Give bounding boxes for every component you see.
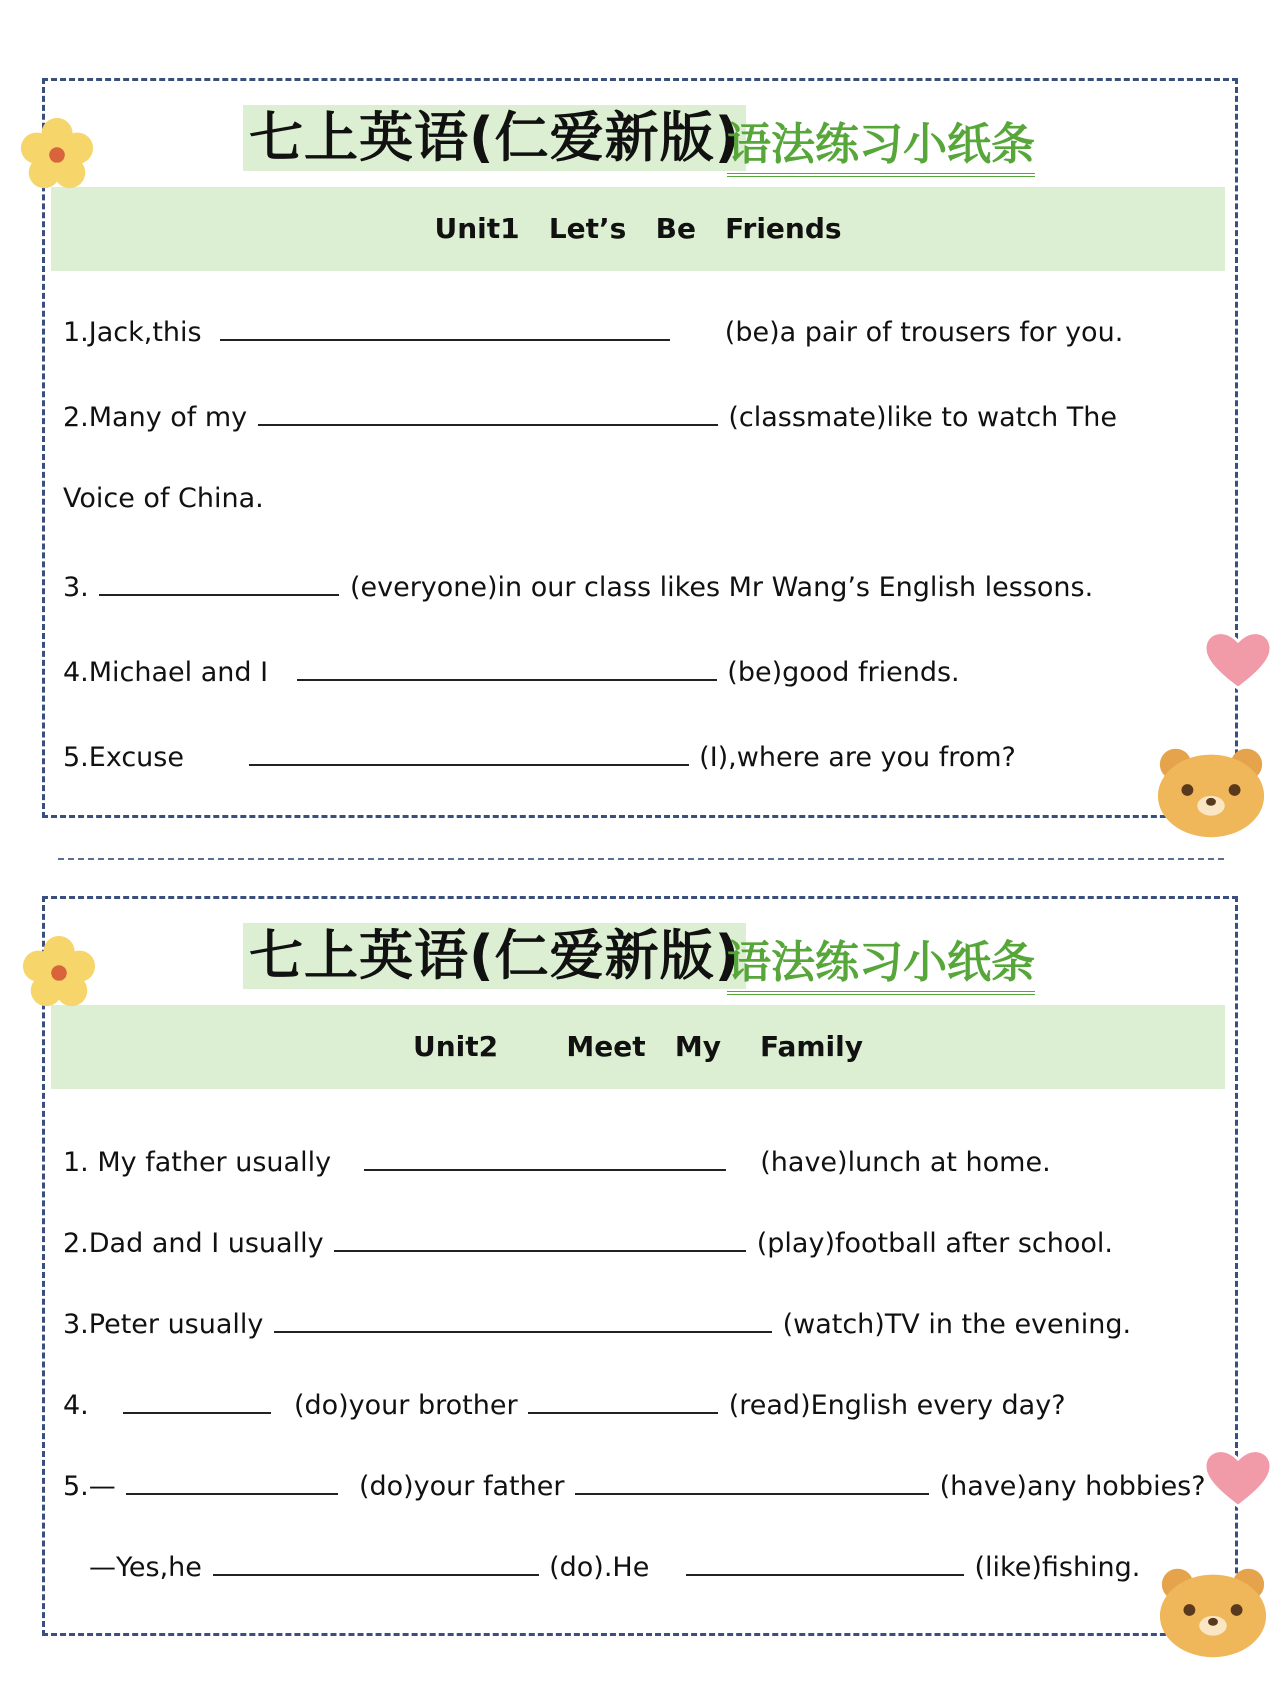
exercise-text: (like)fishing. xyxy=(974,1552,1141,1583)
exercise-text: (do)your brother xyxy=(293,1390,518,1421)
exercise-text: 4.Michael and I xyxy=(63,657,269,688)
unit-heading: Unit2 Meet My Family xyxy=(51,1005,1225,1089)
exercise-text: (be)good friends. xyxy=(727,657,960,688)
page-subtitle: 语法练习小纸条 xyxy=(727,117,1035,177)
exercise-line xyxy=(63,1220,1113,1264)
heart-icon xyxy=(1200,1444,1276,1510)
exercise-line xyxy=(89,1544,1140,1588)
exercise-text: (read)English every day? xyxy=(728,1390,1066,1421)
exercise-text: (have)any hobbies? xyxy=(939,1471,1206,1502)
answer-blank[interactable] xyxy=(126,1463,338,1495)
answer-blank[interactable] xyxy=(249,734,689,766)
card-divider xyxy=(58,858,1224,860)
exercise-text: (classmate)like to watch The xyxy=(728,402,1118,433)
exercise-text: (be)a pair of trousers for you. xyxy=(724,317,1124,348)
exercise-line xyxy=(63,564,1093,608)
exercise-text: 5.— xyxy=(63,1471,116,1502)
exercise-text: 3.Peter usually xyxy=(63,1309,264,1340)
exercise-line xyxy=(63,1382,1066,1426)
exercise-text: 2.Dad and I usually xyxy=(63,1228,324,1259)
exercise-text: (have)lunch at home. xyxy=(760,1147,1051,1178)
answer-blank[interactable] xyxy=(258,394,718,426)
exercise-line xyxy=(63,479,264,519)
title-block xyxy=(45,97,1235,177)
title-block xyxy=(45,915,1235,995)
answer-blank[interactable] xyxy=(274,1301,772,1333)
exercise-text: (do).He xyxy=(549,1552,650,1583)
answer-blank[interactable] xyxy=(528,1382,718,1414)
exercise-text: —Yes,he xyxy=(89,1552,202,1583)
exercise-line xyxy=(63,394,1117,438)
worksheet-card-unit1 xyxy=(42,78,1238,818)
exercise-text: (do)your father xyxy=(358,1471,565,1502)
heart-icon xyxy=(1200,626,1276,692)
exercise-text: (watch)TV in the evening. xyxy=(782,1309,1132,1340)
answer-blank[interactable] xyxy=(364,1139,726,1171)
exercise-line xyxy=(63,1139,1051,1183)
exercise-text: 5.Excuse xyxy=(63,742,184,773)
flower-icon xyxy=(20,934,98,1012)
exercise-line xyxy=(63,1463,1206,1507)
answer-blank[interactable] xyxy=(686,1544,964,1576)
exercise-text: (play)football after school. xyxy=(756,1228,1113,1259)
exercise-text: Voice of China. xyxy=(63,483,264,514)
page-subtitle: 语法练习小纸条 xyxy=(727,935,1035,995)
exercise-text: 1. My father usually xyxy=(63,1147,332,1178)
exercise-text: (everyone)in our class likes Mr Wang’s English lessons. xyxy=(349,572,1094,603)
bear-icon xyxy=(1152,740,1270,840)
answer-blank[interactable] xyxy=(99,564,339,596)
page-title: 七上英语(仁爱新版) xyxy=(243,105,746,171)
exercise-text: 1.Jack,this xyxy=(63,317,202,348)
unit-heading: Unit1 Let’s Be Friends xyxy=(51,187,1225,271)
exercise-line xyxy=(63,734,1016,778)
flower-icon xyxy=(18,116,96,194)
exercise-line xyxy=(63,1301,1131,1345)
answer-blank[interactable] xyxy=(297,649,717,681)
exercise-text: (I),where are you from? xyxy=(699,742,1016,773)
exercise-text: 2.Many of my xyxy=(63,402,248,433)
page-title: 七上英语(仁爱新版) xyxy=(243,923,746,989)
answer-blank[interactable] xyxy=(213,1544,539,1576)
exercise-line xyxy=(63,649,960,693)
exercise-text: 4. xyxy=(63,1390,89,1421)
bear-icon xyxy=(1154,1560,1272,1660)
answer-blank[interactable] xyxy=(334,1220,746,1252)
answer-blank[interactable] xyxy=(575,1463,929,1495)
answer-blank[interactable] xyxy=(220,309,670,341)
exercise-text: 3. xyxy=(63,572,89,603)
exercise-line xyxy=(63,309,1123,353)
answer-blank[interactable] xyxy=(123,1382,271,1414)
worksheet-card-unit2 xyxy=(42,896,1238,1636)
